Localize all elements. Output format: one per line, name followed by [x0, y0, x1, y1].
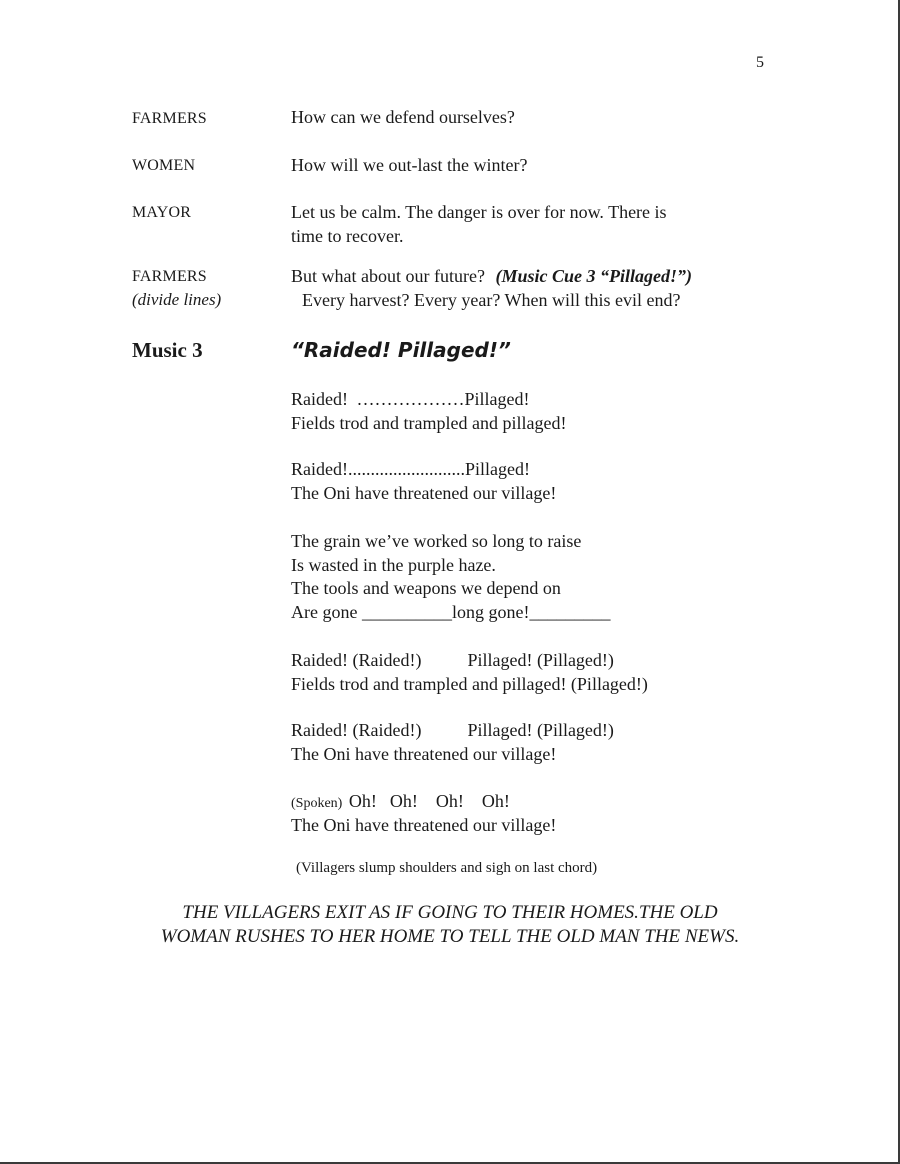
page-number: 5 [756, 54, 764, 71]
lyric-blank: __________ [361, 602, 452, 622]
lyric-line: The grain we’ve worked so long to raise [291, 531, 582, 551]
lyric-word: Raided! [291, 459, 348, 479]
dialogue-line: Every harvest? Every year? When will this evil end? [302, 290, 681, 310]
lyric-word: Pillaged! [464, 459, 530, 479]
dialogue-line: How will we out-last the winter? [291, 155, 528, 175]
lyric-call: Pillaged! (Pillaged!) [467, 720, 614, 740]
dialogue-line [291, 266, 692, 287]
speaker-mayor: MAYOR [132, 204, 192, 221]
lyric-word: Oh! [481, 791, 510, 811]
dialogue-line: time to recover. [291, 226, 404, 246]
lyric-line: The Oni have threatened our village! [291, 744, 557, 764]
lyric-blank: _________ [529, 602, 611, 622]
lyric-dots: .......................... [347, 459, 465, 479]
stage-direction-line: THE VILLAGERS EXIT AS IF GOING TO THEIR HOMES.THE OLD [182, 902, 718, 923]
lyric-line [291, 650, 614, 671]
lyric-line: Fields trod and trampled and pillaged! [291, 413, 567, 433]
speaker-farmers: FARMERS [132, 110, 207, 127]
speaker-direction: (divide lines) [132, 290, 222, 309]
song-title: “Raided! Pillaged!” [291, 338, 511, 362]
lyric-dots: ……………… [356, 389, 465, 409]
lyric-call: Raided! (Raided!) [291, 650, 422, 670]
dialogue-line: Let us be calm. The danger is over for now. There is [291, 202, 667, 222]
lyric-line [291, 791, 510, 812]
lyric-line: The Oni have threatened our village! [291, 483, 557, 503]
lyric-line [291, 720, 614, 741]
lyric-call: Raided! (Raided!) [291, 720, 422, 740]
lyric-word: Oh! [389, 791, 418, 811]
speaker-women: WOMEN [132, 157, 196, 174]
lyric-line: The tools and weapons we depend on [291, 578, 561, 598]
lyric-line: The Oni have threatened our village! [291, 815, 557, 835]
dialogue-line: How can we defend ourselves? [291, 107, 515, 127]
stage-direction-line: WOMAN RUSHES TO HER HOME TO TELL THE OLD MAN THE NEWS. [160, 926, 740, 947]
stage-note: (Villagers slump shoulders and sigh on last chord) [296, 860, 598, 876]
spoken-note: (Spoken) [291, 796, 343, 811]
music-label: Music 3 [132, 338, 203, 362]
lyric-line [291, 602, 610, 623]
lyric-word: long gone! [451, 602, 530, 622]
music-cue: (Music Cue 3 “Pillaged!”) [495, 266, 692, 286]
lyric-line: Fields trod and trampled and pillaged! (Pillaged!) [291, 674, 648, 694]
speaker-farmers: FARMERS [132, 268, 207, 285]
lyric-line: Is wasted in the purple haze. [291, 555, 496, 575]
lyric-word: Oh! [348, 791, 377, 811]
dialogue-text: But what about our future? [291, 266, 485, 286]
lyric-word: Oh! [435, 791, 464, 811]
lyric-line [291, 389, 529, 410]
lyric-word: Pillaged! [464, 389, 530, 409]
lyric-word: Raided! [291, 389, 348, 409]
lyric-call: Pillaged! (Pillaged!) [467, 650, 614, 670]
lyric-word: Are gone [291, 602, 358, 622]
lyric-line [291, 459, 530, 480]
